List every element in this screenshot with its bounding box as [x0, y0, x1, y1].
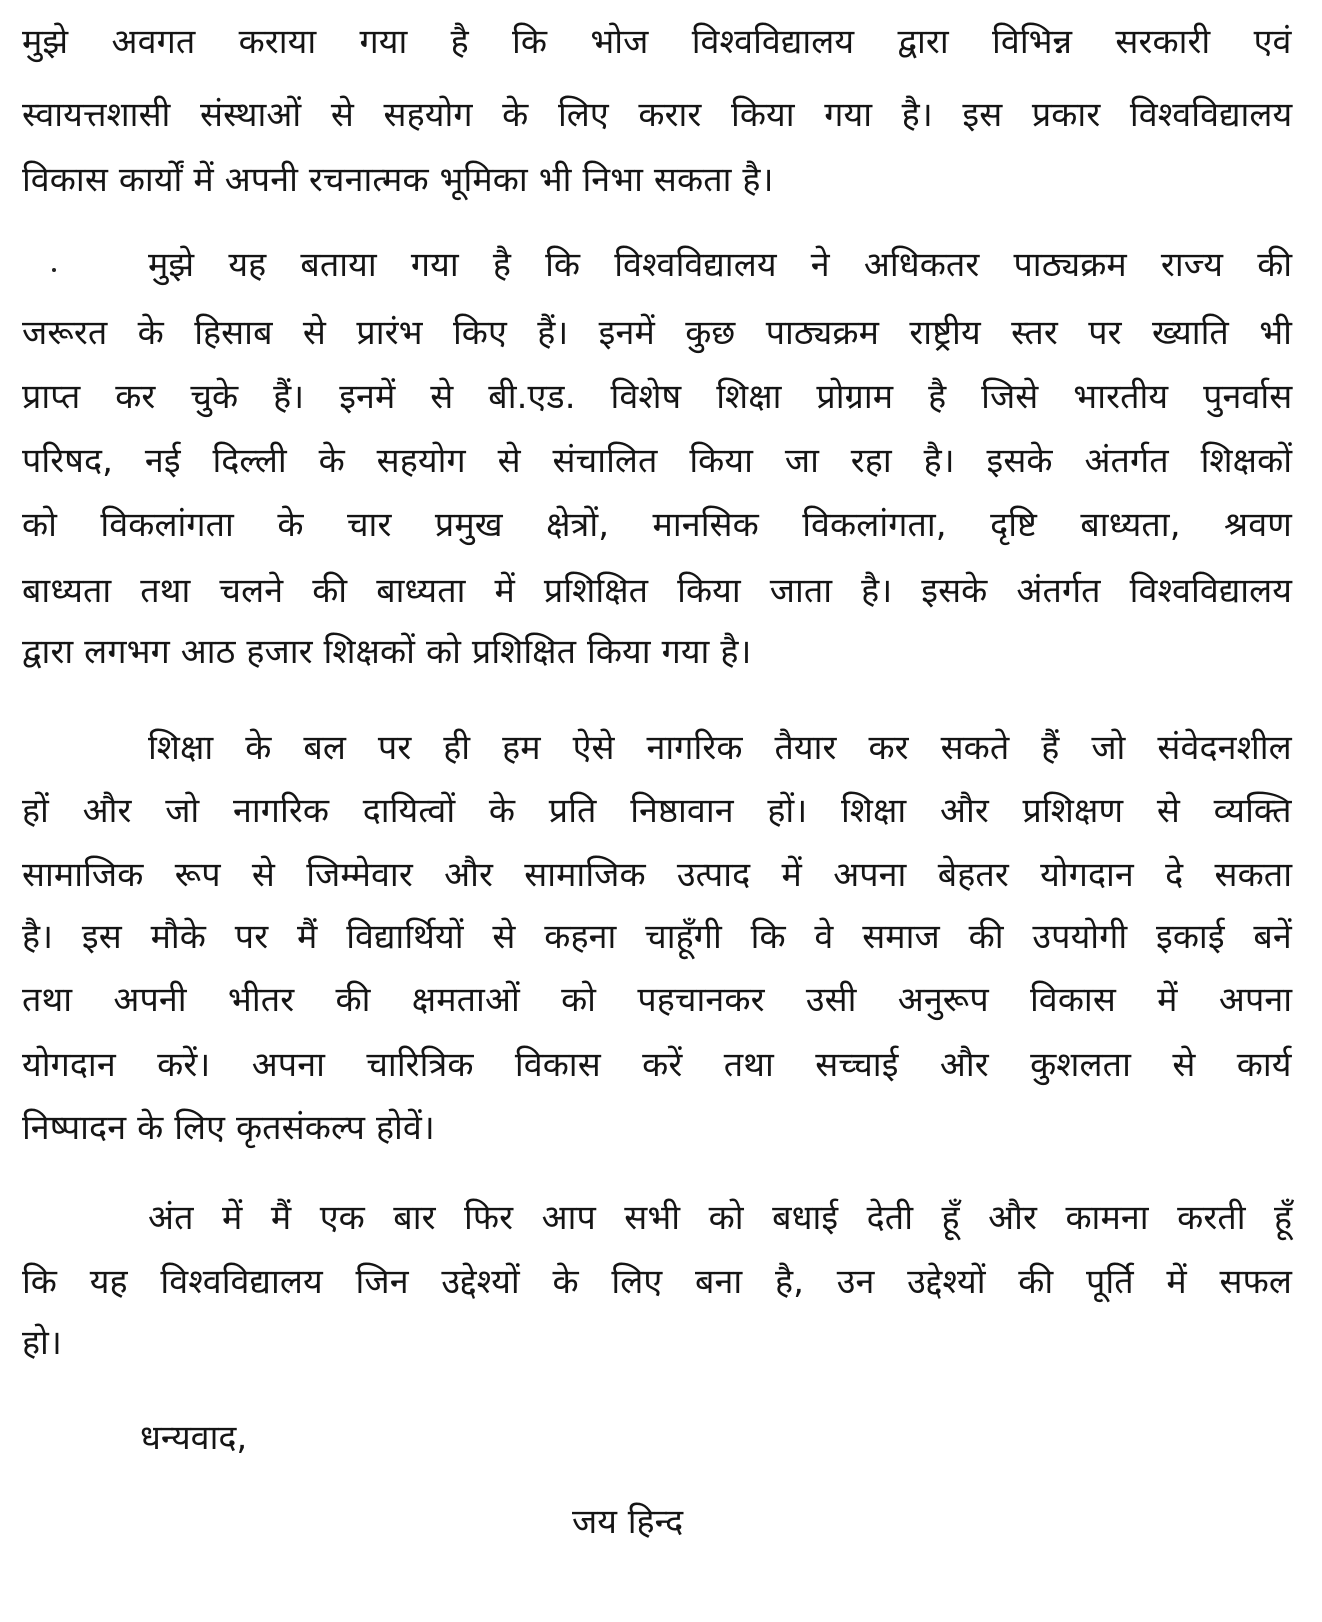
paragraph-4-line-1: अंत में मैं एक बार फिर आप सभी को बधाई देती हूँ और कामना करती हूँ [148, 1198, 1293, 1238]
paragraph-2-line-5: को विकलांगता के चार प्रमुख क्षेत्रों, मानसिक विकलांगता, दृष्टि बाध्यता, श्रवण [22, 505, 1292, 545]
paragraph-1-line-2: स्वायत्तशासी संस्थाओं से सहयोग के लिए करार किया गया है। इस प्रकार विश्वविद्यालय [22, 95, 1293, 135]
paragraph-1-line-1: मुझे अवगत कराया गया है कि भोज विश्वविद्यालय द्वारा विभिन्न सरकारी एवं [22, 22, 1292, 62]
paragraph-2-line-7: द्वारा लगभग आठ हजार शिक्षकों को प्रशिक्षित किया गया है। [22, 632, 752, 672]
paragraph-3-line-1: शिक्षा के बल पर ही हम ऐसे नागरिक तैयार कर सकते हैं जो संवेदनशील [148, 728, 1292, 768]
closing-thanks: धन्यवाद, [140, 1418, 248, 1458]
scan-speck [52, 268, 56, 272]
paragraph-3-line-5: तथा अपनी भीतर की क्षमताओं को पहचानकर उसी अनुरूप विकास में अपना [22, 980, 1293, 1020]
paragraph-3-line-6: योगदान करें। अपना चारित्रिक विकास करें तथा सच्चाई और कुशलता से कार्य [22, 1045, 1292, 1085]
paragraph-2-line-4: परिषद, नई दिल्ली के सहयोग से संचालित किया जा रहा है। इसके अंतर्गत शिक्षकों [22, 441, 1293, 481]
paragraph-3-line-4: है। इस मौके पर मैं विद्यार्थियों से कहना चाहूँगी कि वे समाज की उपयोगी इकाई बनें [22, 917, 1292, 957]
sign-off-jai-hind: जय हिन्द [572, 1502, 684, 1542]
paragraph-4-line-3: हो। [22, 1323, 62, 1363]
paragraph-4-line-2: कि यह विश्वविद्यालय जिन उद्देश्यों के लिए बना है, उन उद्देश्यों की पूर्ति में सफल [22, 1262, 1293, 1302]
paragraph-2-line-1: मुझे यह बताया गया है कि विश्वविद्यालय ने अधिकतर पाठ्यक्रम राज्य की [148, 245, 1293, 285]
paragraph-2-line-3: प्राप्त कर चुके हैं। इनमें से बी.एड. विशेष शिक्षा प्रोग्राम है जिसे भारतीय पुनर्वास [22, 377, 1293, 417]
paragraph-3-line-7: निष्पादन के लिए कृतसंकल्प होवें। [22, 1108, 435, 1148]
paragraph-1-line-3: विकास कार्यों में अपनी रचनात्मक भूमिका भी निभा सकता है। [22, 160, 774, 200]
paragraph-3-line-2: हों और जो नागरिक दायित्वों के प्रति निष्ठावान हों। शिक्षा और प्रशिक्षण से व्यक्ति [22, 791, 1292, 831]
paragraph-2-line-6: बाध्यता तथा चलने की बाध्यता में प्रशिक्षित किया जाता है। इसके अंतर्गत विश्वविद्यालय [22, 571, 1293, 611]
paragraph-3-line-3: सामाजिक रूप से जिम्मेवार और सामाजिक उत्पाद में अपना बेहतर योगदान दे सकता [22, 855, 1293, 895]
paragraph-2-line-2: जरूरत के हिसाब से प्रारंभ किए हैं। इनमें कुछ पाठ्यक्रम राष्ट्रीय स्तर पर ख्याति भी [22, 313, 1293, 353]
